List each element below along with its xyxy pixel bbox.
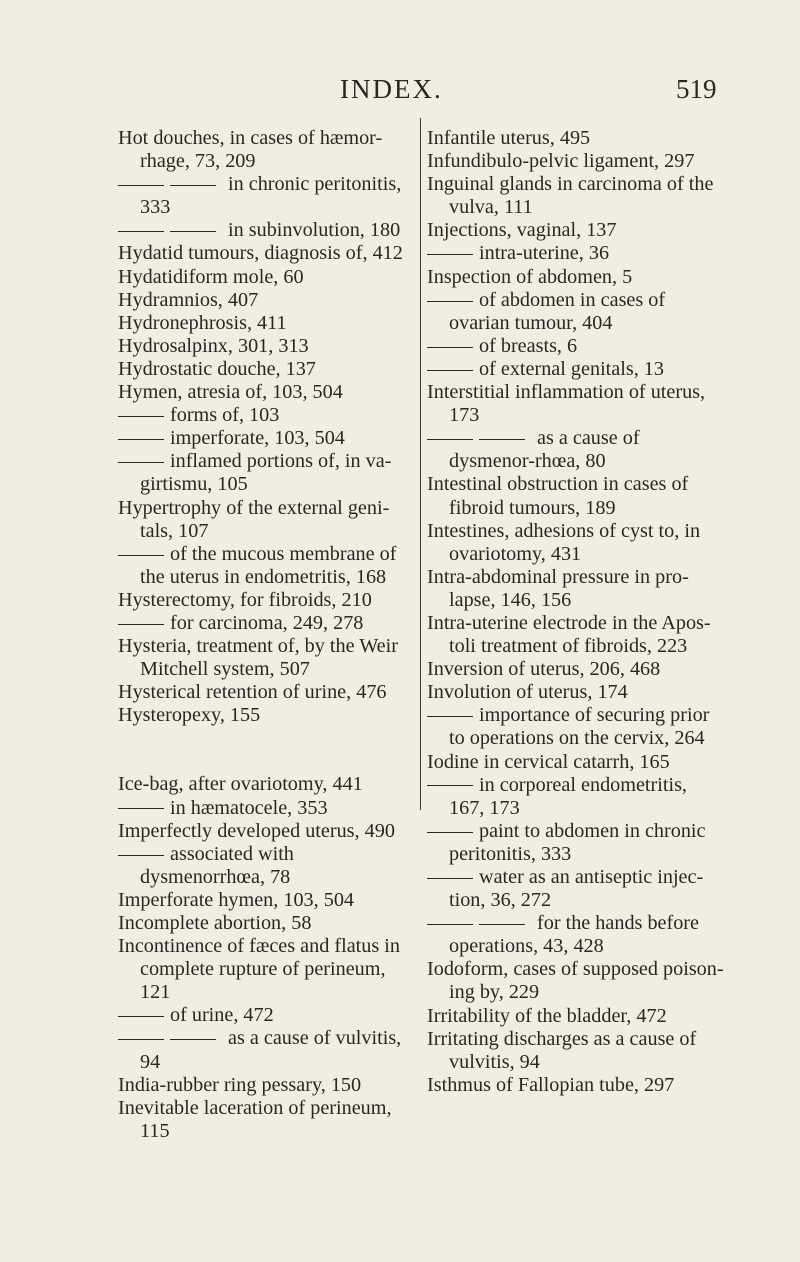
index-subentry: [118, 543, 418, 589]
index-entry: [427, 1028, 727, 1074]
ditto-dash: [427, 716, 473, 717]
entry-text: Ice-bag, after ovariotomy, 441: [118, 773, 363, 796]
index-entry: [118, 497, 418, 543]
index-entry: [118, 358, 418, 381]
entry-text: Intestines, adhesions of cyst to, in ovariotomy, 431: [427, 519, 701, 565]
entry-text: Injections, vaginal, 137: [427, 219, 617, 242]
index-subentry: [427, 358, 727, 381]
index-entry: [427, 473, 727, 519]
entry-text: Incontinence of fæces and flatus in complete rupture of perineum, 121: [118, 935, 400, 1004]
entry-text: Inversion of uterus, 206, 468: [427, 658, 661, 681]
entry-text: of external genitals, 13: [479, 357, 664, 380]
ditto-dash: [427, 439, 473, 440]
index-subentry: [427, 704, 727, 750]
entry-text: water as an antiseptic injec-tion, 36, 272: [449, 866, 704, 912]
entry-text: Hydrostatic douche, 137: [118, 357, 316, 380]
ditto-dash: [427, 878, 473, 879]
index-entry: [118, 589, 418, 612]
index-entry: [118, 289, 418, 312]
section-gap: [118, 727, 418, 773]
index-subentry: [118, 427, 418, 450]
entry-text: imperforate, 103, 504: [170, 427, 345, 450]
index-entry: [427, 219, 727, 242]
index-subentry: [427, 335, 727, 358]
index-entry: [118, 312, 418, 335]
index-entry: [118, 266, 418, 289]
index-entry: [118, 1097, 418, 1143]
entry-text: Hysteria, treatment of, by the Weir Mitchell system, 507: [118, 635, 398, 681]
entry-text: Hymen, atresia of, 103, 504: [118, 381, 343, 404]
index-entry: [118, 681, 418, 704]
entry-text: Inevitable laceration of perineum, 115: [118, 1096, 392, 1142]
ditto-dash: [427, 785, 473, 786]
index-column-right: [427, 127, 727, 1097]
entry-text: Hysterectomy, for fibroids, 210: [118, 588, 372, 611]
entry-text: in hæmatocele, 353: [170, 796, 328, 819]
index-subentry: [427, 912, 727, 958]
entry-text: forms of, 103: [170, 404, 280, 427]
entry-text: in corporeal endometritis, 167, 173: [449, 773, 687, 819]
index-entry: [427, 520, 727, 566]
ditto-dash: [118, 185, 164, 186]
index-subentry: [118, 219, 418, 242]
entry-text: Hydramnios, 407: [118, 288, 259, 311]
index-entry: [427, 658, 727, 681]
entry-text: Hydronephrosis, 411: [118, 311, 287, 334]
entry-text: intra-uterine, 36: [479, 242, 610, 265]
entry-text: associated with dysmenorrhœa, 78: [140, 842, 294, 888]
ditto-dash: [479, 439, 525, 440]
index-entry: [427, 958, 727, 1004]
ditto-dash: [427, 924, 473, 925]
ditto-dash: [118, 231, 164, 232]
index-entry: [427, 150, 727, 173]
entry-text: of the mucous membrane of the uterus in endometritis, 168: [140, 542, 397, 588]
entry-text: Inspection of abdomen, 5: [427, 265, 633, 288]
ditto-dash: [118, 1016, 164, 1017]
entry-text: Isthmus of Fallopian tube, 297: [427, 1073, 675, 1096]
index-entry: [118, 935, 418, 1004]
index-subentry: [427, 427, 727, 473]
entry-text: Intra-abdominal pressure in pro-lapse, 146, 156: [427, 565, 689, 611]
entry-text: Infundibulo-pelvic ligament, 297: [427, 150, 695, 173]
index-subentry: [118, 1004, 418, 1027]
ditto-dash: [118, 624, 164, 625]
ditto-dash: [170, 185, 216, 186]
entry-text: of abdomen in cases of ovarian tumour, 404: [449, 288, 666, 334]
entry-text: of urine, 472: [170, 1004, 274, 1027]
entry-text: Irritating discharges as a cause of vulvitis, 94: [427, 1027, 697, 1073]
column-divider: [420, 118, 421, 810]
ditto-dash: [118, 439, 164, 440]
entry-text: importance of securing prior to operations on the cervix, 264: [449, 704, 710, 750]
entry-text: Hysterical retention of urine, 476: [118, 681, 387, 704]
entry-text: Incomplete abortion, 58: [118, 912, 312, 934]
index-entry: [118, 635, 418, 681]
index-entry: [427, 173, 727, 219]
index-subentry: [118, 843, 418, 889]
index-subentry: [118, 404, 418, 427]
entry-text: Hydatid tumours, diagnosis of, 412: [118, 242, 403, 265]
index-entry: [427, 1005, 727, 1028]
index-entry: [118, 704, 418, 727]
index-entry: [427, 612, 727, 658]
entry-text: Imperfectly developed uterus, 490: [118, 819, 395, 842]
ditto-dash: [118, 808, 164, 809]
entry-text: Involution of uterus, 174: [427, 681, 628, 704]
entry-text: paint to abdomen in chronic peritonitis, 333: [449, 819, 706, 865]
page-title: INDEX.: [340, 74, 443, 104]
ditto-dash: [118, 855, 164, 856]
index-entry: [118, 820, 418, 843]
index-entry: [118, 127, 418, 173]
index-entry: [427, 566, 727, 612]
index-entry: [118, 773, 418, 796]
index-subentry: [118, 797, 418, 820]
entry-text: as a cause of vulvitis, 94: [140, 1027, 402, 1073]
index-entry: [118, 889, 418, 912]
entry-text: Hysteropexy, 155: [118, 704, 261, 727]
index-entry: [118, 912, 418, 935]
entry-text: inflamed portions of, in va-girtismu, 105: [140, 450, 392, 496]
entry-text: Irritability of the bladder, 472: [427, 1004, 667, 1027]
ditto-dash: [427, 254, 473, 255]
index-entry: [427, 266, 727, 289]
ditto-dash: [170, 231, 216, 232]
entry-text: Iodoform, cases of supposed poison-ing by, 229: [427, 958, 724, 1004]
index-column-left: [118, 127, 418, 1143]
entry-text: Interstitial inflammation of uterus, 173: [427, 381, 706, 427]
index-entry: [118, 381, 418, 404]
index-entry: [427, 681, 727, 704]
entry-text: as a cause of dysmenor-rhœa, 80: [449, 427, 640, 473]
ditto-dash: [118, 462, 164, 463]
index-entry: [427, 751, 727, 774]
page-header: [0, 74, 800, 114]
index-subentry: [118, 173, 418, 219]
entry-text: for the hands before operations, 43, 428: [449, 912, 699, 958]
entry-text: Intestinal obstruction in cases of fibroid tumours, 189: [427, 473, 689, 519]
index-subentry: [118, 450, 418, 496]
entry-text: Hot douches, in cases of hæmor-rhage, 73, 209: [118, 127, 383, 173]
index-subentry: [427, 242, 727, 265]
index-subentry: [427, 774, 727, 820]
entry-text: in chronic peritonitis, 333: [140, 173, 402, 219]
index-entry: [118, 335, 418, 358]
index-subentry: [427, 820, 727, 866]
entry-text: Hydatidiform mole, 60: [118, 265, 304, 288]
entry-text: Intra-uterine electrode in the Apos-toli treatment of fibroids, 223: [427, 611, 711, 658]
entry-text: of breasts, 6: [479, 334, 578, 357]
ditto-dash: [479, 924, 525, 925]
ditto-dash: [170, 1039, 216, 1040]
entry-text: for carcinoma, 249, 278: [170, 611, 364, 634]
index-entry: [427, 1074, 727, 1097]
entry-text: Hydrosalpinx, 301, 313: [118, 334, 309, 357]
index-entry: [427, 127, 727, 150]
entry-text: India-rubber ring pessary, 150: [118, 1073, 362, 1096]
entry-text: Inguinal glands in carcinoma of the vulva, 111: [427, 173, 714, 219]
entry-text: Infantile uterus, 495: [427, 127, 591, 149]
page-number: 519: [676, 74, 717, 104]
entry-text: Iodine in cervical catarrh, 165: [427, 750, 670, 773]
index-subentry: [118, 1027, 418, 1073]
index-entry: [118, 242, 418, 265]
index-entry: [118, 1074, 418, 1097]
index-subentry: [118, 612, 418, 635]
ditto-dash: [427, 832, 473, 833]
ditto-dash: [118, 1039, 164, 1040]
ditto-dash: [427, 347, 473, 348]
ditto-dash: [118, 555, 164, 556]
entry-text: Hypertrophy of the external geni-tals, 107: [118, 496, 390, 542]
ditto-dash: [427, 301, 473, 302]
index-entry: [427, 381, 727, 427]
index-subentry: [427, 866, 727, 912]
index-subentry: [427, 289, 727, 335]
entry-text: Imperforate hymen, 103, 504: [118, 888, 355, 911]
ditto-dash: [118, 416, 164, 417]
entry-text: in subinvolution, 180: [228, 219, 401, 242]
ditto-dash: [427, 370, 473, 371]
